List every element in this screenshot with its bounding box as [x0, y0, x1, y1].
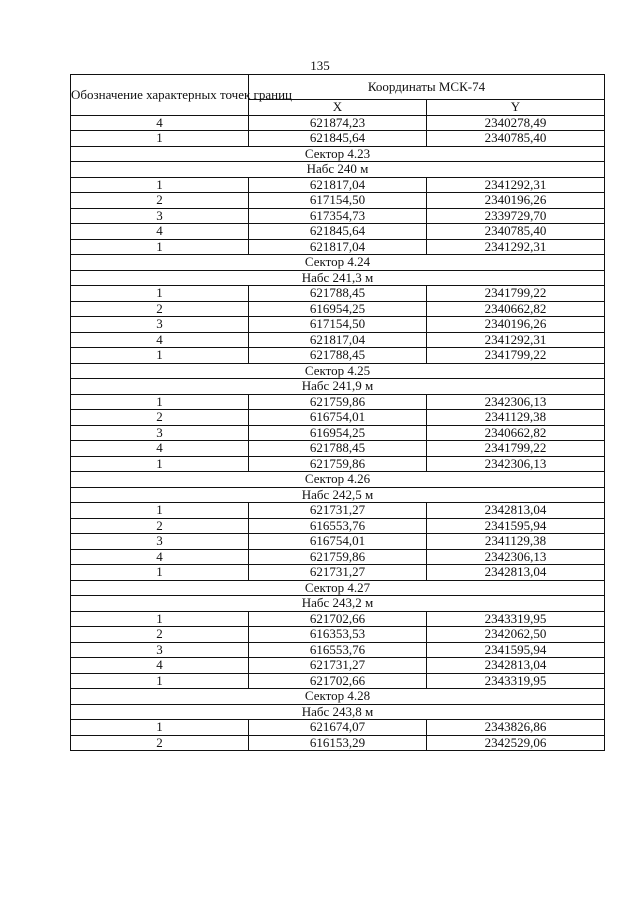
point-number-cell: 4: [71, 332, 249, 348]
point-number-cell: 4: [71, 658, 249, 674]
table-row: [71, 394, 605, 410]
point-number-cell: 2: [71, 410, 249, 426]
table-row: [71, 425, 605, 441]
table-row: [71, 410, 605, 426]
y-coordinate-cell: 2342306,13: [427, 394, 605, 410]
point-number-cell: 1: [71, 673, 249, 689]
point-number-cell: 1: [71, 611, 249, 627]
x-coordinate-cell: 617154,50: [249, 317, 427, 333]
point-number-cell: 2: [71, 735, 249, 751]
y-coordinate-cell: 2343826,86: [427, 720, 605, 736]
x-coordinate-cell: 617154,50: [249, 193, 427, 209]
table-row: [71, 503, 605, 519]
point-number-cell: 2: [71, 627, 249, 643]
table-row: [71, 208, 605, 224]
page-number: 135: [310, 58, 330, 73]
x-coordinate-cell: 621731,27: [249, 503, 427, 519]
table-row: [71, 301, 605, 317]
point-number-cell: 1: [71, 456, 249, 472]
x-coordinate-cell: 616553,76: [249, 642, 427, 658]
point-number-cell: 1: [71, 394, 249, 410]
y-coordinate-cell: 2341292,31: [427, 239, 605, 255]
section-label: Набс 241,9 м: [71, 379, 605, 395]
section-label: Сектор 4.26: [71, 472, 605, 488]
y-coordinate-cell: 2341129,38: [427, 410, 605, 426]
section-label: Сектор 4.28: [71, 689, 605, 705]
table-body: [71, 115, 605, 751]
y-coordinate-cell: 2339729,70: [427, 208, 605, 224]
y-coordinate-cell: 2341595,94: [427, 642, 605, 658]
table-row: [71, 518, 605, 534]
table-row: [71, 441, 605, 457]
coordinates-system-header: Координаты МСК-74: [249, 75, 605, 100]
table-row: [71, 549, 605, 565]
x-coordinate-cell: 616153,29: [249, 735, 427, 751]
table-row: [71, 193, 605, 209]
y-coordinate-cell: 2342529,06: [427, 735, 605, 751]
y-coordinate-cell: 2341799,22: [427, 286, 605, 302]
table-row: [71, 735, 605, 751]
y-coordinate-cell: 2342306,13: [427, 549, 605, 565]
x-coordinate-cell: 621788,45: [249, 348, 427, 364]
x-coordinate-cell: 621845,64: [249, 224, 427, 240]
y-coordinate-cell: 2340662,82: [427, 425, 605, 441]
table-row: [71, 534, 605, 550]
x-coordinate-cell: 621874,23: [249, 115, 427, 131]
point-number-cell: 1: [71, 348, 249, 364]
x-coordinate-cell: 621788,45: [249, 286, 427, 302]
x-coordinate-cell: 616353,53: [249, 627, 427, 643]
x-coordinate-cell: 616754,01: [249, 410, 427, 426]
point-number-cell: 3: [71, 534, 249, 550]
section-row: [71, 146, 605, 162]
x-coordinate-cell: 621702,66: [249, 611, 427, 627]
section-row: [71, 704, 605, 720]
y-coordinate-cell: 2340278,49: [427, 115, 605, 131]
y-coordinate-cell: 2343319,95: [427, 673, 605, 689]
point-number-cell: 2: [71, 193, 249, 209]
table-row: [71, 611, 605, 627]
table-header-row: [71, 75, 605, 100]
y-coordinate-cell: 2340196,26: [427, 193, 605, 209]
table-row: [71, 642, 605, 658]
table-row: [71, 456, 605, 472]
x-coordinate-cell: 621817,04: [249, 239, 427, 255]
point-number-cell: 1: [71, 177, 249, 193]
section-row: [71, 487, 605, 503]
table-row: [71, 348, 605, 364]
x-coordinate-cell: 616954,25: [249, 425, 427, 441]
point-number-cell: 4: [71, 115, 249, 131]
point-number-cell: 3: [71, 208, 249, 224]
section-row: [71, 379, 605, 395]
point-number-cell: 3: [71, 317, 249, 333]
section-row: [71, 162, 605, 178]
table-row: [71, 224, 605, 240]
y-coordinate-cell: 2340785,40: [427, 224, 605, 240]
section-label: Набс 243,2 м: [71, 596, 605, 612]
y-coordinate-cell: 2342813,04: [427, 658, 605, 674]
y-coordinate-cell: 2342813,04: [427, 503, 605, 519]
y-coordinate-cell: 2340196,26: [427, 317, 605, 333]
table-row: [71, 286, 605, 302]
point-number-cell: 1: [71, 565, 249, 581]
table-row: [71, 565, 605, 581]
x-coordinate-cell: 616954,25: [249, 301, 427, 317]
section-label: Набс 242,5 м: [71, 487, 605, 503]
table-row: [71, 673, 605, 689]
x-coordinate-cell: 617354,73: [249, 208, 427, 224]
y-coordinate-cell: 2341595,94: [427, 518, 605, 534]
section-row: [71, 270, 605, 286]
y-coordinate-cell: 2341129,38: [427, 534, 605, 550]
section-row: [71, 580, 605, 596]
point-designation-header: Обозначение характерных точек границ: [71, 75, 249, 116]
y-coordinate-cell: 2341799,22: [427, 348, 605, 364]
x-coordinate-cell: 621674,07: [249, 720, 427, 736]
table-row: [71, 332, 605, 348]
y-coordinate-cell: 2343319,95: [427, 611, 605, 627]
x-coordinate-cell: 621759,86: [249, 549, 427, 565]
section-label: Сектор 4.27: [71, 580, 605, 596]
x-coordinate-cell: 621731,27: [249, 565, 427, 581]
table-row: [71, 131, 605, 147]
x-coordinate-cell: 621817,04: [249, 177, 427, 193]
point-number-cell: 1: [71, 131, 249, 147]
x-coordinate-cell: 621845,64: [249, 131, 427, 147]
y-coordinate-cell: 2341292,31: [427, 177, 605, 193]
table-row: [71, 115, 605, 131]
section-row: [71, 363, 605, 379]
table-row: [71, 627, 605, 643]
section-label: Набс 243,8 м: [71, 704, 605, 720]
point-number-cell: 4: [71, 441, 249, 457]
y-coordinate-cell: 2342306,13: [427, 456, 605, 472]
point-number-cell: 3: [71, 425, 249, 441]
x-coordinate-cell: 621731,27: [249, 658, 427, 674]
x-coordinate-cell: 621702,66: [249, 673, 427, 689]
section-row: [71, 255, 605, 271]
y-coordinate-cell: 2341799,22: [427, 441, 605, 457]
y-coordinate-cell: 2342062,50: [427, 627, 605, 643]
point-number-cell: 1: [71, 286, 249, 302]
section-row: [71, 596, 605, 612]
table-row: [71, 720, 605, 736]
y-coordinate-cell: 2340662,82: [427, 301, 605, 317]
section-label: Набс 241,3 м: [71, 270, 605, 286]
point-number-cell: 1: [71, 720, 249, 736]
x-coordinate-cell: 621759,86: [249, 394, 427, 410]
x-coordinate-cell: 621817,04: [249, 332, 427, 348]
x-column-header: X: [249, 100, 427, 116]
point-number-cell: 1: [71, 503, 249, 519]
point-number-cell: 4: [71, 224, 249, 240]
point-number-cell: 2: [71, 301, 249, 317]
section-label: Сектор 4.24: [71, 255, 605, 271]
table-row: [71, 317, 605, 333]
table-row: [71, 177, 605, 193]
point-number-cell: 1: [71, 239, 249, 255]
section-label: Сектор 4.25: [71, 363, 605, 379]
x-coordinate-cell: 621788,45: [249, 441, 427, 457]
section-label: Сектор 4.23: [71, 146, 605, 162]
table-row: [71, 658, 605, 674]
y-coordinate-cell: 2341292,31: [427, 332, 605, 348]
y-coordinate-cell: 2342813,04: [427, 565, 605, 581]
point-number-cell: 2: [71, 518, 249, 534]
x-coordinate-cell: 616553,76: [249, 518, 427, 534]
coordinates-table: [70, 74, 605, 751]
point-number-cell: 4: [71, 549, 249, 565]
point-number-cell: 3: [71, 642, 249, 658]
section-label: Набс 240 м: [71, 162, 605, 178]
y-coordinate-cell: 2340785,40: [427, 131, 605, 147]
table-row: [71, 239, 605, 255]
section-row: [71, 689, 605, 705]
y-column-header: Y: [427, 100, 605, 116]
x-coordinate-cell: 616754,01: [249, 534, 427, 550]
section-row: [71, 472, 605, 488]
x-coordinate-cell: 621759,86: [249, 456, 427, 472]
